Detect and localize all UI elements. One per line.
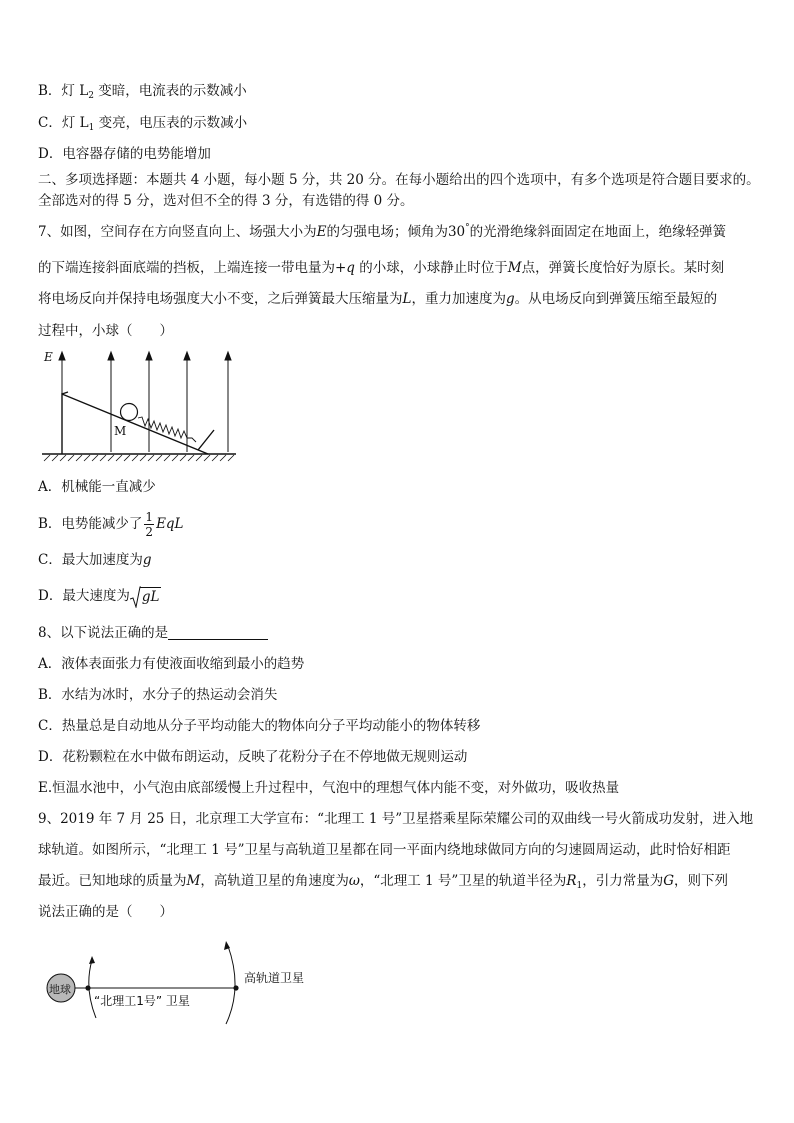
q7-option-d: D．最大速度为 gL xyxy=(38,587,161,606)
fraction-half: $\frac{1}{2}$ xyxy=(145,510,154,539)
q9-stem-line4: 说法正确的是（ ） xyxy=(38,904,173,920)
field-label-e: E xyxy=(44,350,53,364)
q7-option-a: A．机械能一直减少 xyxy=(38,479,156,495)
radical-sign xyxy=(130,586,141,608)
ground-hatch xyxy=(44,455,234,461)
q7-stem-line4: 过程中，小球（ ） xyxy=(38,323,173,339)
high-satellite-dot xyxy=(233,985,238,990)
high-orbit-satellite-label: 高轨道卫星 xyxy=(244,971,305,985)
earth-label: 地球 xyxy=(49,983,71,996)
bit-satellite-label: “北理工1号” 卫星 xyxy=(94,994,190,1008)
q8-option-d: D．花粉颗粒在水中做布朗运动，反映了花粉分子在不停地做无规则运动 xyxy=(38,749,468,765)
q7-stem-line1: 7、如图，空间存在方向竖直向上、场强大小为E的匀强电场；倾角为30°的光滑绝缘斜面固定在地面上，绝缘轻弹簧 xyxy=(38,223,727,240)
point-label-m: M xyxy=(114,424,127,438)
q7-incline-figure xyxy=(38,346,238,468)
q6-option-b: B．灯 $L_2$ 变暗，电流表的示数减小 xyxy=(38,83,247,101)
q7-option-c: C．最大加速度为g xyxy=(38,552,152,568)
section-heading-line1: 二、多项选择题：本题共 4 小题，每小题 5 分，共 20 分。在每小题给出的四个选项中，有多个选项是符合题目要求的。 xyxy=(38,172,760,188)
q9-stem-line3: 最近。已知地球的质量为M，高轨道卫星的角速度为ω，“北理工 1 号”卫星的轨道半径为$R_1$，引力常量为G，则下列 xyxy=(38,873,729,891)
q7-option-b: B．电势能减少了 $\frac{1}{2}$ EqL xyxy=(38,510,184,539)
stopper-plate xyxy=(198,430,214,450)
q8-option-e: E.恒温水池中，小气泡由底部缓慢上升过程中，气泡中的理想气体内能不变，对外做功，吸收热量 xyxy=(38,780,620,796)
q8-option-a: A．液体表面张力有使液面收缩到最小的趋势 xyxy=(38,656,305,672)
outer-orbit-arc xyxy=(226,946,235,1024)
bit-satellite-dot xyxy=(85,985,90,990)
q7-stem-line3: 将电场反向并保持电场强度大小不变，之后弹簧最大压缩量为L，重力加速度为g。从电场反向到弹簧压缩至最短的 xyxy=(38,291,718,307)
charged-ball xyxy=(121,404,138,421)
q8-option-c: C．热量总是自动地从分子平均动能大的物体向分子平均动能小的物体转移 xyxy=(38,718,481,734)
q6-option-c: C．灯 $L_1$ 变亮，电压表的示数减小 xyxy=(38,115,248,133)
q6-option-d: D．电容器存储的电势能增加 xyxy=(38,146,211,162)
section-heading-line2: 全部选对的得 5 分，选对但不全的得 3 分，有选错的得 0 分。 xyxy=(38,193,414,209)
field-lines xyxy=(59,352,231,452)
q8-stem: 8、以下说法正确的是 xyxy=(38,624,268,642)
q8-option-b: B．水结为冰时，水分子的热运动会消失 xyxy=(38,687,278,703)
sqrt-expression: gL xyxy=(130,588,162,606)
q9-stem-line1: 9、2019 年 7 月 25 日，北京理工大学宣布：“北理工 1 号”卫星搭乘星际荣耀公司的双曲线一号火箭成功发射，进入地 xyxy=(38,811,754,827)
q9-stem-line2: 球轨道。如图所示，“北理工 1 号”卫星与高轨道卫星都在同一平面内绕地球做同方向的匀速圆周运动，此时恰好相距 xyxy=(38,842,731,858)
q9-orbit-figure xyxy=(38,938,348,1028)
q7-stem-line2: 的下端连接斜面底端的挡板，上端连接一带电量为+q 的小球，小球静止时位于M点，弹簧长度恰好为原长。某时刻 xyxy=(38,260,725,276)
incline-diagram xyxy=(38,346,238,468)
answer-blank xyxy=(168,625,268,640)
